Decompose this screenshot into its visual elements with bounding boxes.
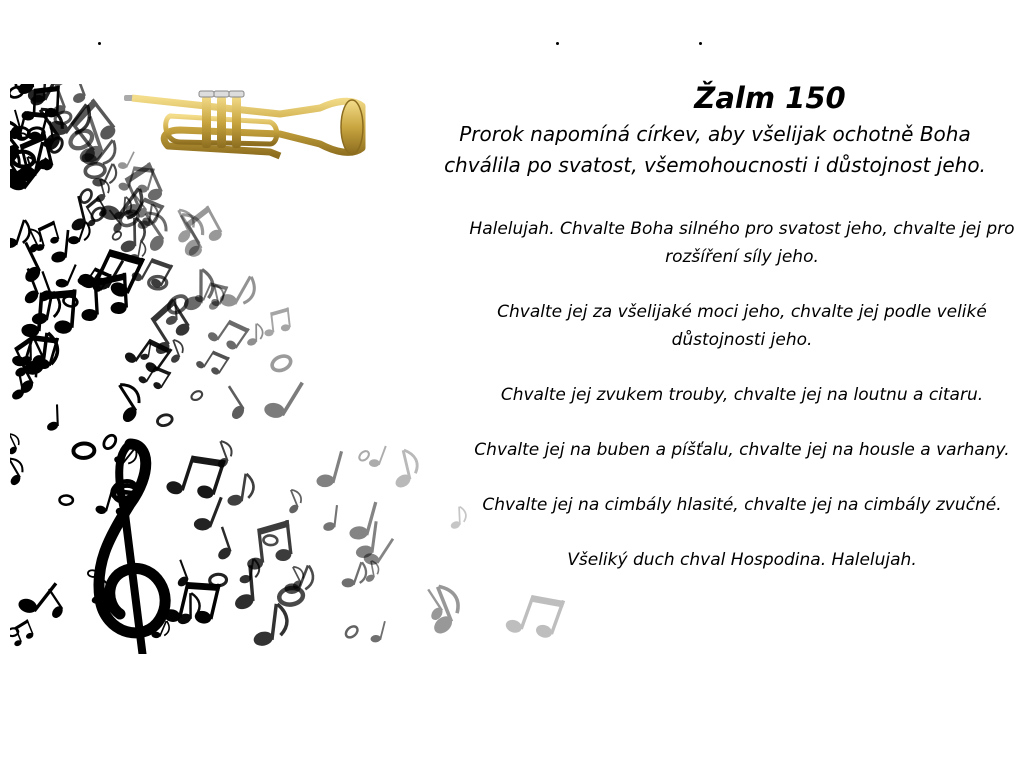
- music-note-icon: [105, 379, 149, 427]
- music-note-icon: [246, 324, 263, 347]
- treble-clef-icon: [99, 444, 165, 654]
- music-note-icon: [10, 619, 36, 647]
- verse: Všeliký duch chval Hospodina. Halelujah.: [567, 550, 917, 570]
- music-note-icon: [339, 558, 370, 594]
- music-note-icon: [189, 389, 204, 402]
- music-note-icon: [259, 371, 305, 425]
- verse: Chvalte jej na cimbály hlasité, chvalte jej na cimbály zvučné.: [482, 495, 1002, 515]
- verse: Chvalte jej za všelijaké moci jeho, chvalte jej podle veliké důstojnosti jeho.: [497, 302, 987, 350]
- trumpet-icon: [120, 86, 370, 176]
- music-note-icon: [216, 385, 249, 423]
- music-note-icon: [10, 432, 23, 457]
- music-note-icon: [165, 446, 226, 507]
- verse: Chvalte jej zvukem trouby, chvalte jej na loutnu a citaru.: [500, 385, 984, 405]
- music-note-icon: [342, 623, 361, 641]
- music-note-icon: [13, 571, 58, 620]
- music-note-icon: [206, 311, 250, 354]
- music-note-icon: [45, 404, 60, 432]
- verse-list: [462, 215, 1022, 601]
- music-note-icon: [215, 268, 260, 317]
- psalm-title: Žalm 150: [694, 81, 846, 115]
- music-note-icon: [313, 446, 344, 492]
- stray-dot: [699, 42, 702, 45]
- music-note-icon: [49, 228, 70, 265]
- music-note-icon: [269, 353, 293, 373]
- stray-dot: [98, 42, 101, 45]
- verse: Chvalte jej na buben a píšťalu, chvalte jej na housle a varhany.: [474, 440, 1010, 460]
- music-note-icon: [69, 437, 99, 464]
- music-note-icon: [56, 491, 76, 509]
- music-note-icon: [418, 582, 467, 639]
- music-note-icon: [38, 588, 68, 622]
- music-note-icon: [230, 565, 257, 612]
- music-note-icon: [262, 307, 292, 336]
- music-note-icon: [195, 344, 230, 379]
- psalm-subtitle: Prorok napomíná církev, aby všelijak ochotně Boha chválila po svatost, všemohoucnosti i důstojnost jeho.: [444, 122, 986, 177]
- music-note-icon: [176, 593, 200, 626]
- music-note-icon: [368, 619, 386, 646]
- music-note-icon: [10, 455, 29, 488]
- stray-dot: [556, 42, 559, 45]
- music-note-icon: [387, 448, 422, 491]
- music-note-icon: [53, 260, 78, 292]
- music-note-icon: [225, 471, 255, 510]
- music-note-icon: [321, 504, 338, 534]
- music-note-icon: [366, 442, 387, 470]
- music-note-icon: [99, 431, 121, 453]
- music-note-icon: [251, 601, 289, 651]
- music-note-icon: [209, 439, 236, 471]
- music-note-icon: [208, 526, 234, 563]
- music-note-icon: [156, 412, 174, 428]
- music-note-icon: [281, 487, 306, 516]
- verse: Halelujah. Chvalte Boha silného pro svatost jeho, chvalte jej pro rozšíření síly jeho.: [469, 219, 1015, 267]
